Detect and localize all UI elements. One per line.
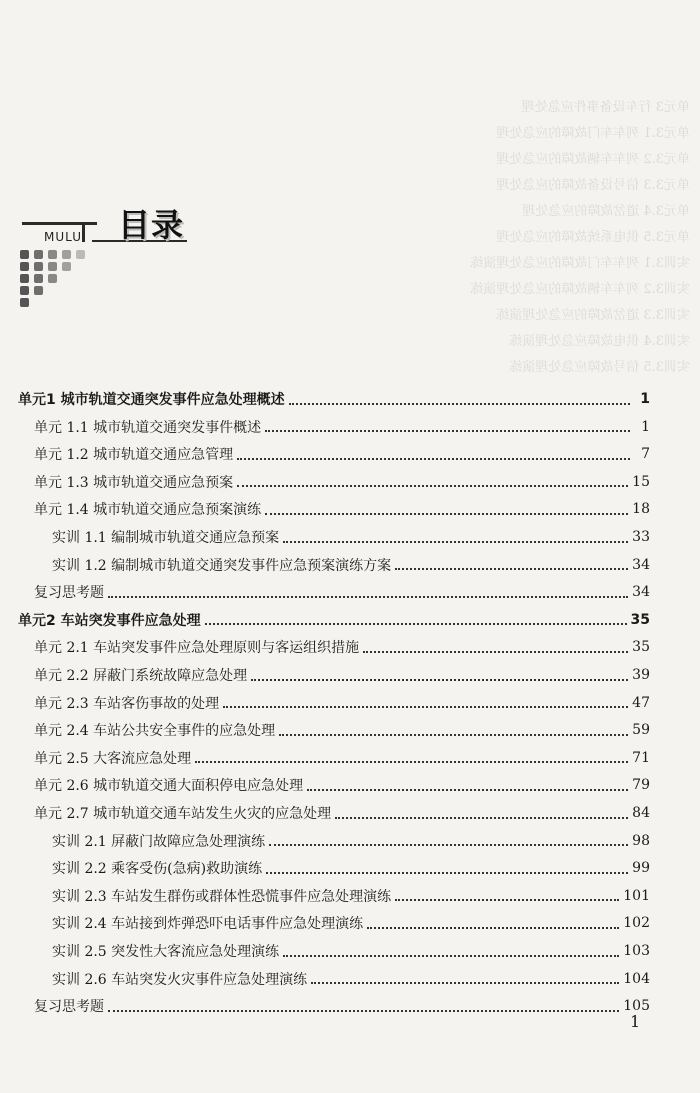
bleed-through-line: 单元3.4 道岔故障的应急处理 <box>522 204 690 219</box>
toc-entry-label: 实训 2.2 乘客受伤(急病)救助演练 <box>52 861 263 878</box>
toc-dot-leader <box>311 981 619 984</box>
toc-entry[interactable] <box>34 441 650 467</box>
toc-entry-page: 34 <box>632 556 650 573</box>
toc-entry[interactable] <box>18 607 650 633</box>
page-title: 目录 <box>118 206 185 244</box>
toc-entry[interactable] <box>34 579 650 605</box>
toc-entry-label: 实训 2.1 屏蔽门故障应急处理演练 <box>52 833 266 850</box>
toc-entry-page: 99 <box>632 860 650 877</box>
toc-entry-page: 103 <box>623 943 650 959</box>
toc-entry[interactable] <box>52 910 650 936</box>
toc-entry-label: 实训 2.4 车站接到炸弹恐吓电话事件应急处理演练 <box>52 916 364 933</box>
decorative-dot <box>20 298 29 307</box>
toc-entry-label: 单元 2.4 车站公共安全事件的应急处理 <box>34 723 276 740</box>
bleed-through-text <box>370 95 690 395</box>
toc-dot-leader <box>223 705 628 708</box>
toc-entry[interactable] <box>34 496 650 522</box>
toc-entry-page: 101 <box>623 887 650 904</box>
toc-dot-leader <box>265 512 628 515</box>
toc-dot-leader <box>265 429 630 432</box>
toc-entry-page: 79 <box>632 777 650 794</box>
toc-entry-page: 84 <box>632 805 650 821</box>
toc-entry-label: 单元1 城市轨道交通突发事件应急处理概述 <box>18 392 285 408</box>
toc-entry-page: 18 <box>632 501 650 518</box>
page-title-pinyin: MULU <box>44 230 83 244</box>
decorative-dot <box>20 250 29 259</box>
toc-dot-leader <box>283 540 628 543</box>
toc-entry-label: 实训 2.5 突发性大客流应急处理演练 <box>52 944 280 960</box>
toc-dot-leader <box>195 760 628 763</box>
decorative-dot <box>62 250 71 259</box>
toc-entry-page: 1 <box>640 391 650 407</box>
toc-dot-leader <box>395 567 628 570</box>
toc-dot-leader <box>395 898 619 901</box>
toc-entry-page: 39 <box>632 667 650 683</box>
toc-entry[interactable] <box>52 883 650 909</box>
toc-dot-leader <box>367 926 619 929</box>
toc-entry-page: 15 <box>632 473 650 490</box>
toc-dot-leader <box>205 622 627 625</box>
toc-dot-leader <box>289 402 630 405</box>
toc-entry-page: 104 <box>623 970 650 987</box>
toc-entry-label: 单元 1.1 城市轨道交通突发事件概述 <box>34 419 262 436</box>
bleed-through-line: 实训3.4 供电故障应急处理演练 <box>509 334 690 349</box>
bleed-through-line: 实训3.3 道岔故障的应急处理演练 <box>496 308 690 323</box>
toc-entry-label: 单元 1.2 城市轨道交通应急管理 <box>34 447 234 464</box>
toc-entry-label: 单元 2.1 车站突发事件应急处理原则与客运组织措施 <box>34 640 360 657</box>
decorative-dot <box>34 286 43 295</box>
toc-dot-leader <box>335 816 628 819</box>
toc-entry-page: 47 <box>632 694 650 711</box>
bleed-through-line: 单元3.5 供电系统故障的应急处理 <box>496 230 690 245</box>
toc-entry[interactable] <box>34 469 650 495</box>
bleed-through-line: 实训3.2 列车车辆故障的应急处理演练 <box>470 282 690 297</box>
toc-entry[interactable] <box>52 552 650 578</box>
toc-entry-label: 实训 2.6 车站突发火灾事件应急处理演练 <box>52 971 308 988</box>
decorative-dot <box>34 262 43 271</box>
decorative-dot <box>48 274 57 283</box>
toc-entry-label: 复习思考题 <box>34 999 104 1016</box>
toc-dot-leader <box>279 733 628 736</box>
decorative-dot-grid <box>20 250 110 310</box>
page-number: 1 <box>630 1012 641 1031</box>
toc-entry-page: 102 <box>623 915 650 932</box>
toc-entry-page: 1 <box>641 418 650 435</box>
bleed-through-line: 实训3.5 信号故障应急处理演练 <box>509 360 690 375</box>
toc-dot-leader <box>251 678 628 681</box>
toc-entry[interactable] <box>52 855 650 881</box>
decorative-dot <box>76 250 85 259</box>
toc-entry-label: 单元 2.2 屏蔽门系统故障应急处理 <box>34 668 248 684</box>
toc-entry[interactable] <box>34 414 650 440</box>
toc-entry-page: 105 <box>623 998 650 1015</box>
bleed-through-line: 单元3.1 列车车门故障的应急处理 <box>496 126 690 141</box>
toc-entry[interactable] <box>52 828 650 854</box>
toc-entry[interactable] <box>52 524 650 550</box>
decorative-dot <box>62 262 71 271</box>
toc-dot-leader <box>307 788 628 791</box>
toc-entry[interactable] <box>34 745 650 771</box>
decorative-dot <box>48 250 57 259</box>
toc-dot-leader <box>266 871 628 874</box>
toc-entry-label: 实训 1.2 编制城市轨道交通突发事件应急预案演练方案 <box>52 557 392 574</box>
bleed-through-line: 单元3.2 列车车辆故障的应急处理 <box>496 152 690 167</box>
toc-entry-page: 33 <box>632 529 650 545</box>
bleed-through-line: 单元3 行车设备事件应急处理 <box>521 100 690 115</box>
toc-entry-label: 单元 1.3 城市轨道交通应急预案 <box>34 474 234 491</box>
toc-entry-label: 实训 2.3 车站发生群伤或群体性恐慌事件应急处理演练 <box>52 888 392 905</box>
toc-entry-label: 实训 1.1 编制城市轨道交通应急预案 <box>52 530 280 546</box>
toc-entry-label: 单元 2.5 大客流应急处理 <box>34 750 192 767</box>
toc-entry-label: 单元 2.7 城市轨道交通车站发生火灾的应急处理 <box>34 806 332 822</box>
toc-entry-label: 单元2 车站突发事件应急处理 <box>18 612 201 629</box>
decorative-dot <box>48 262 57 271</box>
toc-entry[interactable] <box>34 993 650 1019</box>
toc-entry-page: 59 <box>632 722 650 739</box>
toc-entry[interactable] <box>52 938 650 964</box>
decorative-dot <box>20 274 29 283</box>
toc-dot-leader <box>237 484 628 487</box>
toc-entry[interactable] <box>34 634 650 660</box>
toc-entry[interactable] <box>52 966 650 992</box>
bleed-through-line: 实训3.1 列车车门故障的应急处理演练 <box>470 256 690 271</box>
toc-entry-label: 单元 2.6 城市轨道交通大面积停电应急处理 <box>34 778 304 795</box>
bleed-through-line: 单元3.3 信号设备故障的应急处理 <box>496 178 690 193</box>
toc-entry[interactable] <box>34 662 650 688</box>
toc-dot-leader <box>269 843 628 846</box>
toc-dot-leader <box>108 1009 619 1012</box>
header-rule <box>22 222 97 225</box>
toc-entry-page: 34 <box>632 584 650 601</box>
toc-entry[interactable] <box>34 690 650 716</box>
toc-entry-page: 7 <box>641 446 650 463</box>
toc-entry-page: 71 <box>632 749 650 766</box>
toc-entry[interactable] <box>18 386 650 412</box>
decorative-dot <box>20 262 29 271</box>
toc-entry-label: 单元 1.4 城市轨道交通应急预案演练 <box>34 502 262 519</box>
toc-entry-page: 98 <box>632 832 650 849</box>
toc-dot-leader <box>363 650 628 653</box>
toc-entry-label: 单元 2.3 车站客伤事故的处理 <box>34 695 220 712</box>
header-rule-vertical <box>82 222 85 242</box>
toc-dot-leader <box>283 954 619 957</box>
toc-dot-leader <box>237 457 630 460</box>
toc-entry-page: 35 <box>630 611 650 628</box>
toc-entry[interactable] <box>34 772 650 798</box>
toc-dot-leader <box>108 595 628 598</box>
toc-entry[interactable] <box>34 800 650 826</box>
decorative-dot <box>34 250 43 259</box>
toc-entry-page: 35 <box>632 639 650 656</box>
toc-entry-label: 复习思考题 <box>34 585 104 602</box>
decorative-dot <box>34 274 43 283</box>
toc-entry[interactable] <box>34 717 650 743</box>
decorative-dot <box>20 286 29 295</box>
